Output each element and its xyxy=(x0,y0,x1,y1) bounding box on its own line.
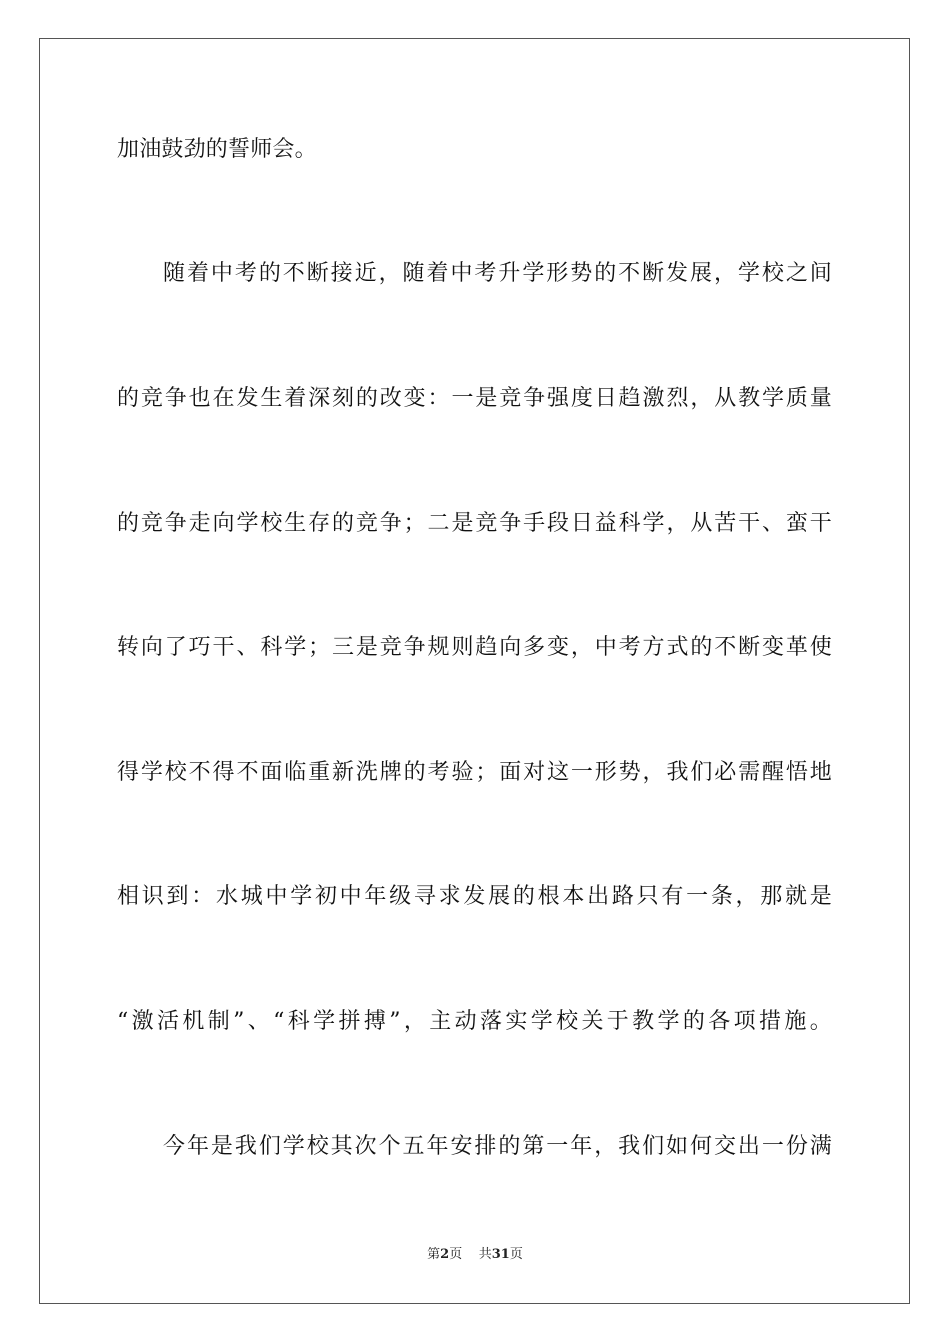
page-prefix: 第 xyxy=(427,1247,441,1262)
page-footer xyxy=(0,1246,950,1264)
page-number: 2 xyxy=(440,1247,450,1262)
text-line-1: 加油鼓劲的誓师会。 xyxy=(117,137,317,162)
text-line-8: “激活机制”、“科学拼搏”，主动落实学校关于教学的各项措施。 xyxy=(117,1009,832,1034)
text-line-9: 今年是我们学校其次个五年安排的第一年，我们如何交出一份满 xyxy=(163,1134,832,1159)
text-line-5: 转向了巧干、科学；三是竞争规则趋向多变，中考方式的不断变革使 xyxy=(117,635,832,660)
text-line-2: 随着中考的不断接近，随着中考升学形势的不断发展，学校之间 xyxy=(163,261,832,286)
text-line-7: 相识到：水城中学初中年级寻求发展的根本出路只有一条，那就是 xyxy=(117,884,832,909)
text-line-3: 的竞争也在发生着深刻的改变：一是竞争强度日趋激烈，从教学质量 xyxy=(117,386,832,411)
total-prefix: 共 xyxy=(478,1247,492,1262)
total-suffix: 页 xyxy=(509,1247,523,1262)
page-border xyxy=(39,38,910,1304)
total-pages: 31 xyxy=(491,1247,510,1262)
page-suffix: 页 xyxy=(449,1247,463,1262)
text-line-6: 得学校不得不面临重新洗牌的考验；面对这一形势，我们必需醒悟地 xyxy=(117,760,832,785)
text-line-4: 的竞争走向学校生存的竞争；二是竞争手段日益科学，从苦干、蛮干 xyxy=(117,511,832,536)
